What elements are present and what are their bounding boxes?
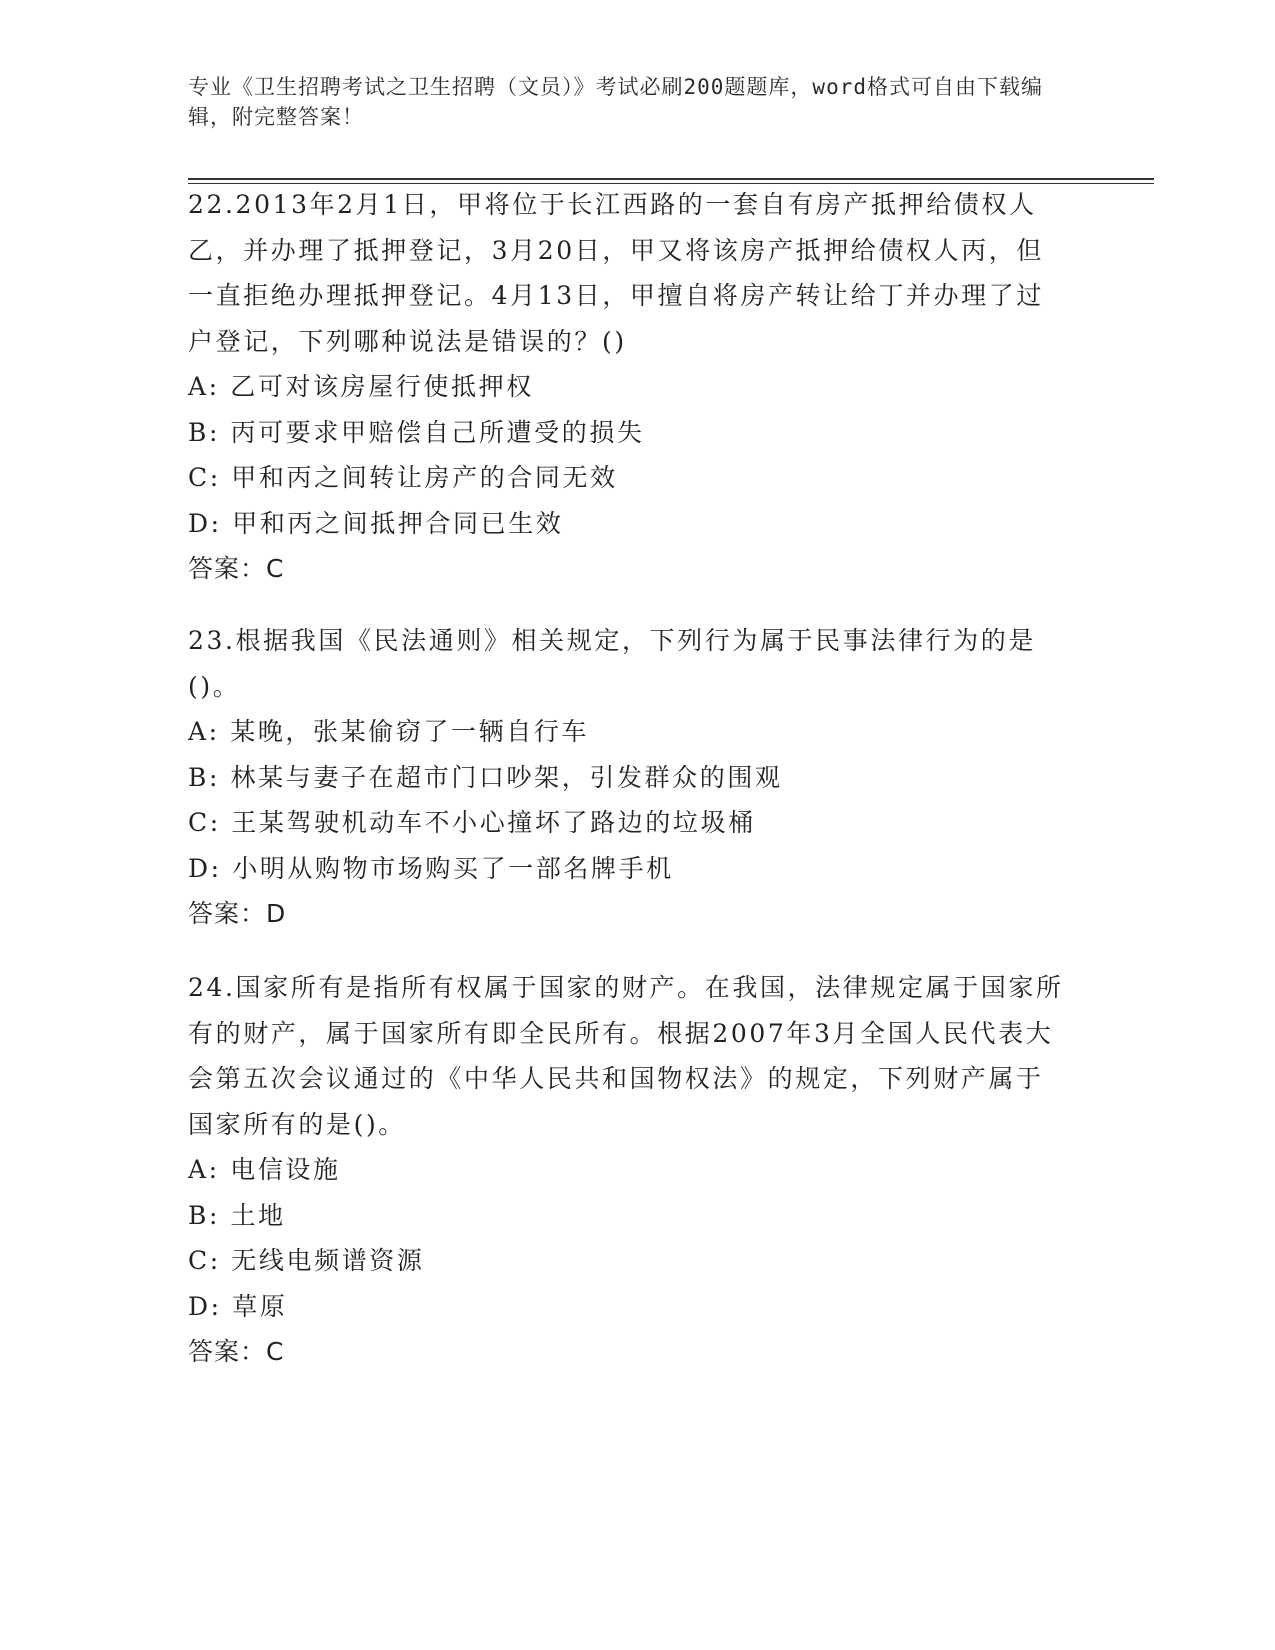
document-header: 专业《卫生招聘考试之卫生招聘（文员）》考试必刷200题题库，word格式可自由下载编辑，附完整答案！ xyxy=(188,75,1043,129)
option-a: A: 某晚，张某偷窃了一辆自行车 xyxy=(188,717,590,746)
question-24 xyxy=(188,965,1068,1375)
option-d: D: 草原 xyxy=(188,1291,288,1321)
answer-line: 答案：D xyxy=(188,899,287,928)
question-stem: 24.国家所有是指所有权属于国家的财产。在我国，法律规定属于国家所有的财产，属于国家所有即全民所有。根据2007年3月全国人民代表大会第五次会议通过的《中华人民共和国物权法》的规定，下列财产属于国家所有的是()。 xyxy=(188,973,1064,1139)
option-d: D: 小明从购物市场购买了一部名牌手机 xyxy=(188,853,674,883)
question-22 xyxy=(188,182,1068,592)
answer-line: 答案：C xyxy=(188,1337,285,1366)
option-b: B: 丙可要求甲赔偿自己所遭受的损失 xyxy=(188,417,645,447)
option-a: A: 乙可对该房屋行使抵押权 xyxy=(188,372,534,401)
option-b: B: 林某与妻子在超市门口吵架，引发群众的围观 xyxy=(188,762,783,792)
option-d: D: 甲和丙之间抵押合同已生效 xyxy=(188,508,564,538)
question-stem: 22.2013年2月1日，甲将位于长江西路的一套自有房产抵押给债权人乙，并办理了抵押登记，3月20日，甲又将该房产抵押给债权人丙，但一直拒绝办理抵押登记。4月13日，甲擅自将房产转让给丁并办理了过户登记，下列哪种说法是错误的？() xyxy=(188,190,1044,356)
answer-line: 答案：C xyxy=(188,554,285,583)
option-c: C: 王某驾驶机动车不小心撞坏了路边的垃圾桶 xyxy=(188,808,756,837)
question-stem: 23.根据我国《民法通则》相关规定，下列行为属于民事法律行为的是()。 xyxy=(188,626,1036,701)
option-b: B: 土地 xyxy=(188,1200,286,1230)
question-23 xyxy=(188,618,1068,937)
option-a: A: 电信设施 xyxy=(188,1155,341,1184)
header-divider-thick xyxy=(188,178,1154,180)
option-c: C: 甲和丙之间转让房产的合同无效 xyxy=(188,463,618,492)
option-c: C: 无线电频谱资源 xyxy=(188,1246,425,1275)
